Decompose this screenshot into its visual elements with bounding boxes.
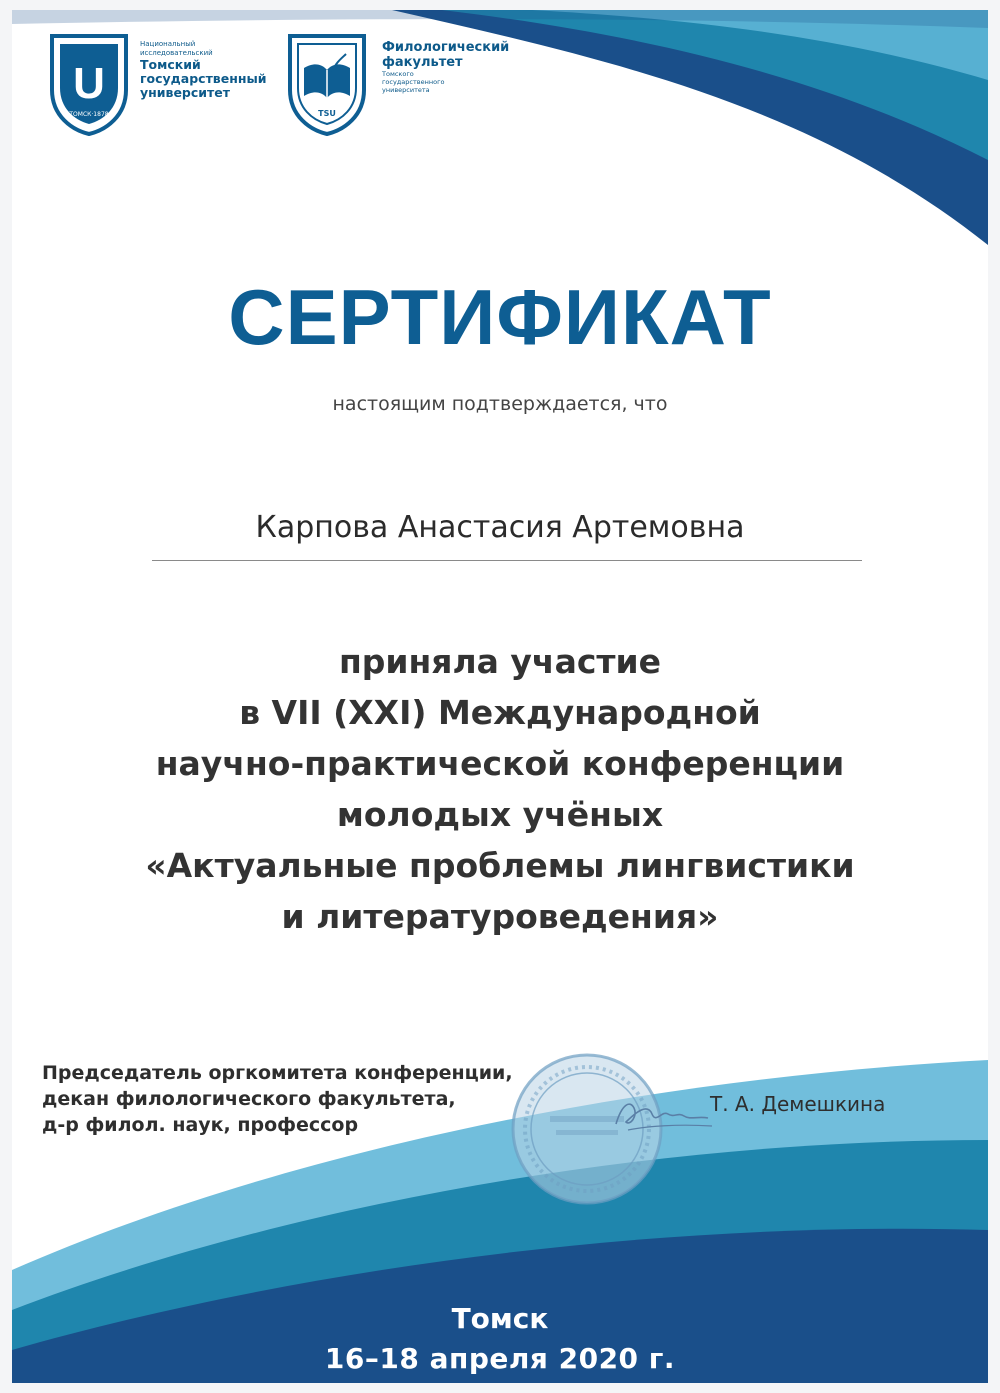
- faculty-emblem-text: TSU: [318, 109, 336, 118]
- participation-line: молодых учёных: [336, 795, 664, 834]
- handwritten-signature-icon: [608, 1090, 718, 1138]
- tsu-logo-icon: [46, 32, 132, 136]
- tsu-logo-letter: U: [73, 59, 105, 108]
- faculty-name-line: государственного: [382, 78, 445, 86]
- signer-title-line: декан филологического факультета,: [42, 1088, 456, 1110]
- footer-dates: 16–18 апреля 2020 г.: [324, 1342, 676, 1375]
- tsu-name-line: государственный: [140, 71, 267, 86]
- certificate-title: СЕРТИФИКАТ: [228, 273, 772, 361]
- tsu-name-line: Национальный: [140, 40, 196, 48]
- name-underline: [152, 560, 862, 561]
- faculty-name-line: Томского: [382, 70, 414, 78]
- participation-line: научно-практической конференции: [155, 744, 845, 783]
- faculty-name-line: факультет: [382, 55, 463, 70]
- signer-title-line: Председатель оргкомитета конференции,: [42, 1062, 513, 1084]
- tsu-name-block: [140, 40, 267, 100]
- tsu-name-line: университет: [140, 85, 231, 100]
- participation-line: «Актуальные проблемы лингвистики: [145, 846, 855, 885]
- faculty-book-icon: [284, 32, 370, 136]
- participation-line: приняла участие: [338, 642, 662, 681]
- certificate-page: [12, 10, 988, 1383]
- certificate-subtitle: настоящим подтверждается, что: [332, 393, 668, 415]
- signer-name: Т. А. Демешкина: [710, 1092, 886, 1116]
- participation-line: и литературоведения»: [281, 897, 719, 936]
- participation-text: [12, 636, 988, 942]
- tsu-logo-ring-text: ТОМСК·1878: [69, 111, 109, 118]
- footer-city: Томск: [451, 1302, 549, 1335]
- participation-line: в VII (XXI) Международной: [239, 693, 761, 732]
- tsu-name-line: Томский: [140, 57, 201, 72]
- signer-title-block: [42, 1060, 513, 1138]
- faculty-name-block: [382, 40, 509, 94]
- faculty-name-line: университета: [382, 86, 430, 94]
- signer-title-line: д-р филол. наук, профессор: [42, 1114, 359, 1136]
- tsu-name-line: исследовательский: [140, 49, 213, 57]
- faculty-name-line: Филологический: [382, 40, 510, 55]
- recipient-name: Карпова Анастасия Артемовна: [255, 510, 745, 545]
